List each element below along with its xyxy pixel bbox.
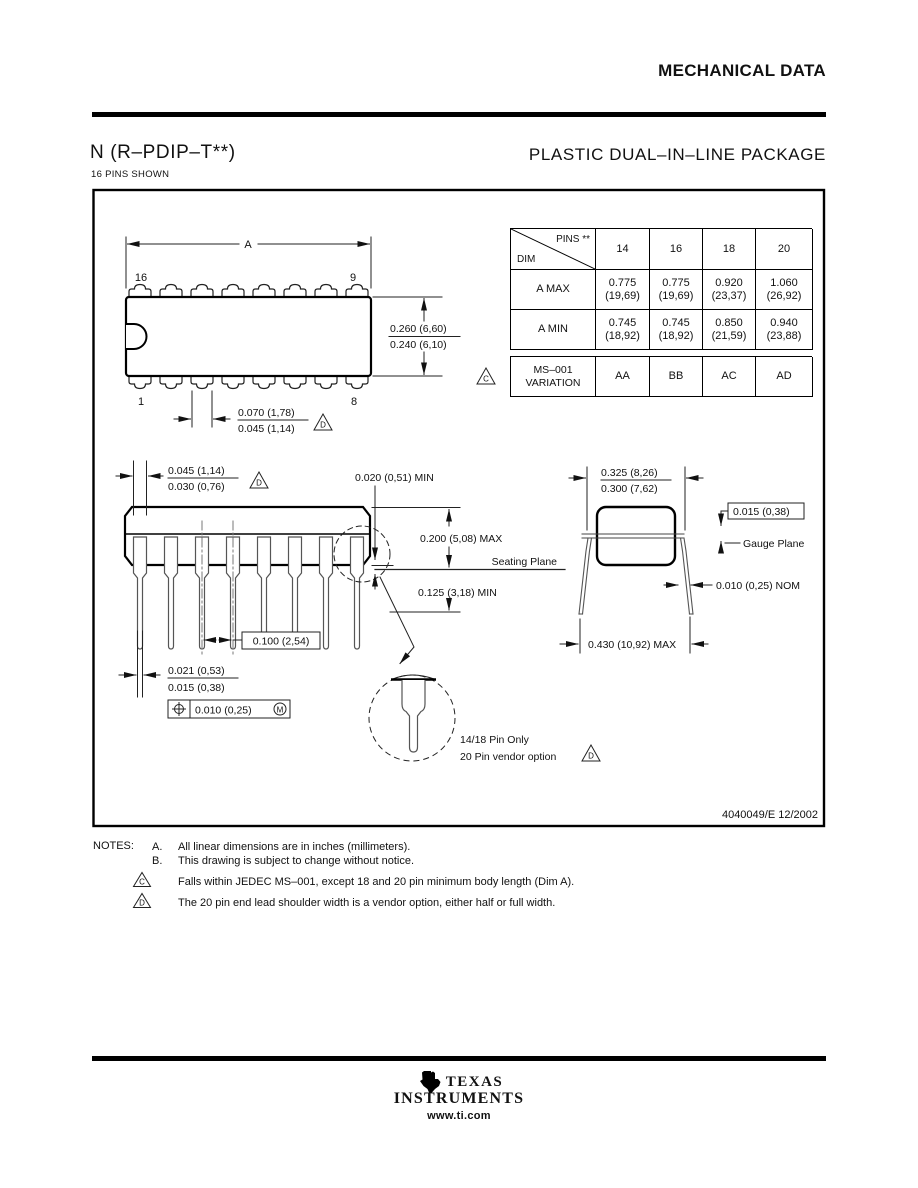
footer-rule: [92, 1056, 826, 1061]
row-label-a-min: A MIN: [511, 310, 596, 350]
flag-d-letter-detail: D: [588, 751, 594, 761]
value-in: 0.920: [715, 276, 743, 289]
pin-9-label: 9: [349, 272, 357, 284]
dim-body-width-max: 0.260 (6,60): [390, 323, 447, 335]
value-in: 0.745: [608, 316, 637, 329]
col-header-18: 18: [703, 229, 756, 270]
row-label-a-max: A MAX: [511, 270, 596, 310]
note-c-text: Falls within JEDEC MS–001, except 18 and 20 pin minimum body length (Dim A).: [178, 876, 575, 888]
a-min-16: [650, 310, 703, 350]
side-view: [116, 461, 565, 718]
note-c-flag: [477, 368, 495, 384]
flag-d-letter-side: D: [256, 478, 262, 488]
end-view: [560, 467, 804, 653]
table-corner-cell: [511, 229, 596, 270]
value-mm: (23,37): [711, 289, 747, 302]
flag-c-letter: C: [483, 374, 489, 384]
package-code: N (R–PDIP–T**): [90, 142, 236, 163]
value-in: 0.745: [662, 316, 690, 329]
variation-line1: MS–001: [533, 363, 573, 376]
end-view-body: [597, 507, 675, 565]
variation-14: AA: [596, 357, 650, 397]
note-d-flag-detail: [582, 745, 600, 761]
mmc-letter: M: [276, 705, 284, 715]
dim-lead-shoulder-max: 0.045 (1,14): [168, 465, 225, 477]
note-d-text: The 20 pin end lead shoulder width is a vendor option, either half or full width.: [178, 897, 556, 909]
seating-plane-label: Seating Plane: [491, 556, 557, 568]
notes-label: NOTES:: [93, 840, 134, 852]
dim-lead-length: 0.125 (3,18) MIN: [418, 587, 497, 599]
package-title: PLASTIC DUAL–IN–LINE PACKAGE: [528, 145, 826, 164]
variation-16: BB: [650, 357, 703, 397]
value-in: 1.060: [770, 276, 798, 289]
dim-a-label: A: [244, 239, 252, 251]
dim-lead-width-max: 0.021 (0,53): [168, 665, 225, 677]
value-in: 0.775: [608, 276, 637, 289]
dim-standoff: 0.020 (0,51) MIN: [355, 472, 434, 484]
dim-row-span-max: 0.325 (8,26): [601, 467, 658, 479]
note-b-text: This drawing is subject to change without notice.: [178, 855, 415, 867]
flag-d-letter: D: [320, 420, 326, 430]
a-max-20: [756, 270, 813, 310]
note-a-text: All linear dimensions are in inches (millimeters).: [178, 841, 411, 853]
header-rule: [92, 112, 826, 117]
dim-lead-thickness: 0.010 (0,25) NOM: [716, 580, 801, 592]
detail-note-line2: 20 Pin vendor option: [460, 751, 557, 763]
col-header-14: 14: [596, 229, 650, 270]
dim-position-tol: 0.010 (0,25): [195, 704, 252, 717]
a-max-14: [596, 270, 650, 310]
variation-18: AC: [703, 357, 756, 397]
page-title: MECHANICAL DATA: [658, 61, 826, 80]
pins-header: PINS **: [556, 234, 590, 245]
dim-pitch: 0.100 (2,54): [252, 635, 310, 648]
true-position-frame: [168, 700, 290, 718]
note-d-flag: [314, 414, 332, 430]
detail-lead-shape: [402, 680, 425, 752]
ti-url: www.ti.com: [427, 1110, 491, 1122]
pin-1-label: 1: [137, 396, 145, 408]
note-d-flag-side: [250, 472, 268, 488]
dim-shoulder-min: 0.045 (1,14): [238, 423, 295, 435]
value-in: 0.940: [770, 316, 798, 329]
a-max-16: [650, 270, 703, 310]
dim-height: 0.200 (5,08) MAX: [420, 533, 503, 545]
variation-20: AD: [756, 357, 813, 397]
value-mm: (21,59): [711, 329, 747, 342]
document-number: 4040049/E 12/2002: [721, 809, 818, 821]
note-a-letter: A.: [152, 841, 163, 853]
a-min-20: [756, 310, 813, 350]
value-mm: (19,69): [605, 289, 640, 302]
dim-lead-width-min: 0.015 (0,38): [168, 682, 225, 694]
dim-overall-span: 0.430 (10,92) MAX: [588, 639, 677, 651]
col-header-20: 20: [756, 229, 813, 270]
brand-instruments: INSTRUMENTS: [393, 1090, 525, 1107]
dim-row-span-min: 0.300 (7,62): [601, 483, 658, 495]
notes-section: [93, 840, 833, 920]
variation-label: [511, 357, 596, 397]
col-header-16: 16: [650, 229, 703, 270]
lead-detail-view: [369, 675, 600, 763]
value-mm: (18,92): [605, 329, 640, 342]
value-in: 0.775: [662, 276, 690, 289]
top-view: [126, 237, 460, 435]
value-in: 0.850: [715, 316, 743, 329]
note-c-triangle-letter: C: [139, 877, 145, 887]
note-b-letter: B.: [152, 855, 163, 867]
pin-8-label: 8: [350, 396, 358, 408]
note-d-triangle-letter: D: [139, 898, 145, 908]
gauge-plane-label: Gauge Plane: [743, 538, 805, 550]
dimension-table: [510, 228, 812, 397]
dimension-table-main: [510, 228, 812, 350]
a-min-18: [703, 310, 756, 350]
dim-lead-shoulder-min: 0.030 (0,76): [168, 481, 225, 493]
side-view-body: [125, 507, 370, 565]
value-mm: (26,92): [766, 289, 802, 302]
a-max-18: [703, 270, 756, 310]
dim-shoulder-max: 0.070 (1,78): [238, 407, 295, 419]
dim-gauge-offset: 0.015 (0,38): [733, 506, 790, 518]
variation-table: [510, 356, 812, 397]
top-view-body: [126, 297, 371, 376]
value-mm: (19,69): [658, 289, 694, 302]
note-d-triangle-icon: [132, 892, 152, 909]
value-mm: (18,92): [658, 329, 694, 342]
pin-16-label: 16: [134, 272, 148, 284]
dim-body-width-min: 0.240 (6,10): [390, 339, 447, 351]
pin1-index-notch: [126, 324, 147, 349]
brand-texas: TEXAS: [445, 1073, 504, 1090]
ti-logo: [0, 1070, 918, 1122]
note-c-triangle-icon: [132, 871, 152, 888]
value-mm: (23,88): [766, 329, 802, 342]
pins-shown-label: 16 PINS SHOWN: [91, 169, 170, 180]
dim-header: DIM: [517, 254, 536, 265]
a-min-14: [596, 310, 650, 350]
variation-line2: VARIATION: [525, 376, 581, 389]
detail-note-line1: 14/18 Pin Only: [460, 734, 529, 746]
